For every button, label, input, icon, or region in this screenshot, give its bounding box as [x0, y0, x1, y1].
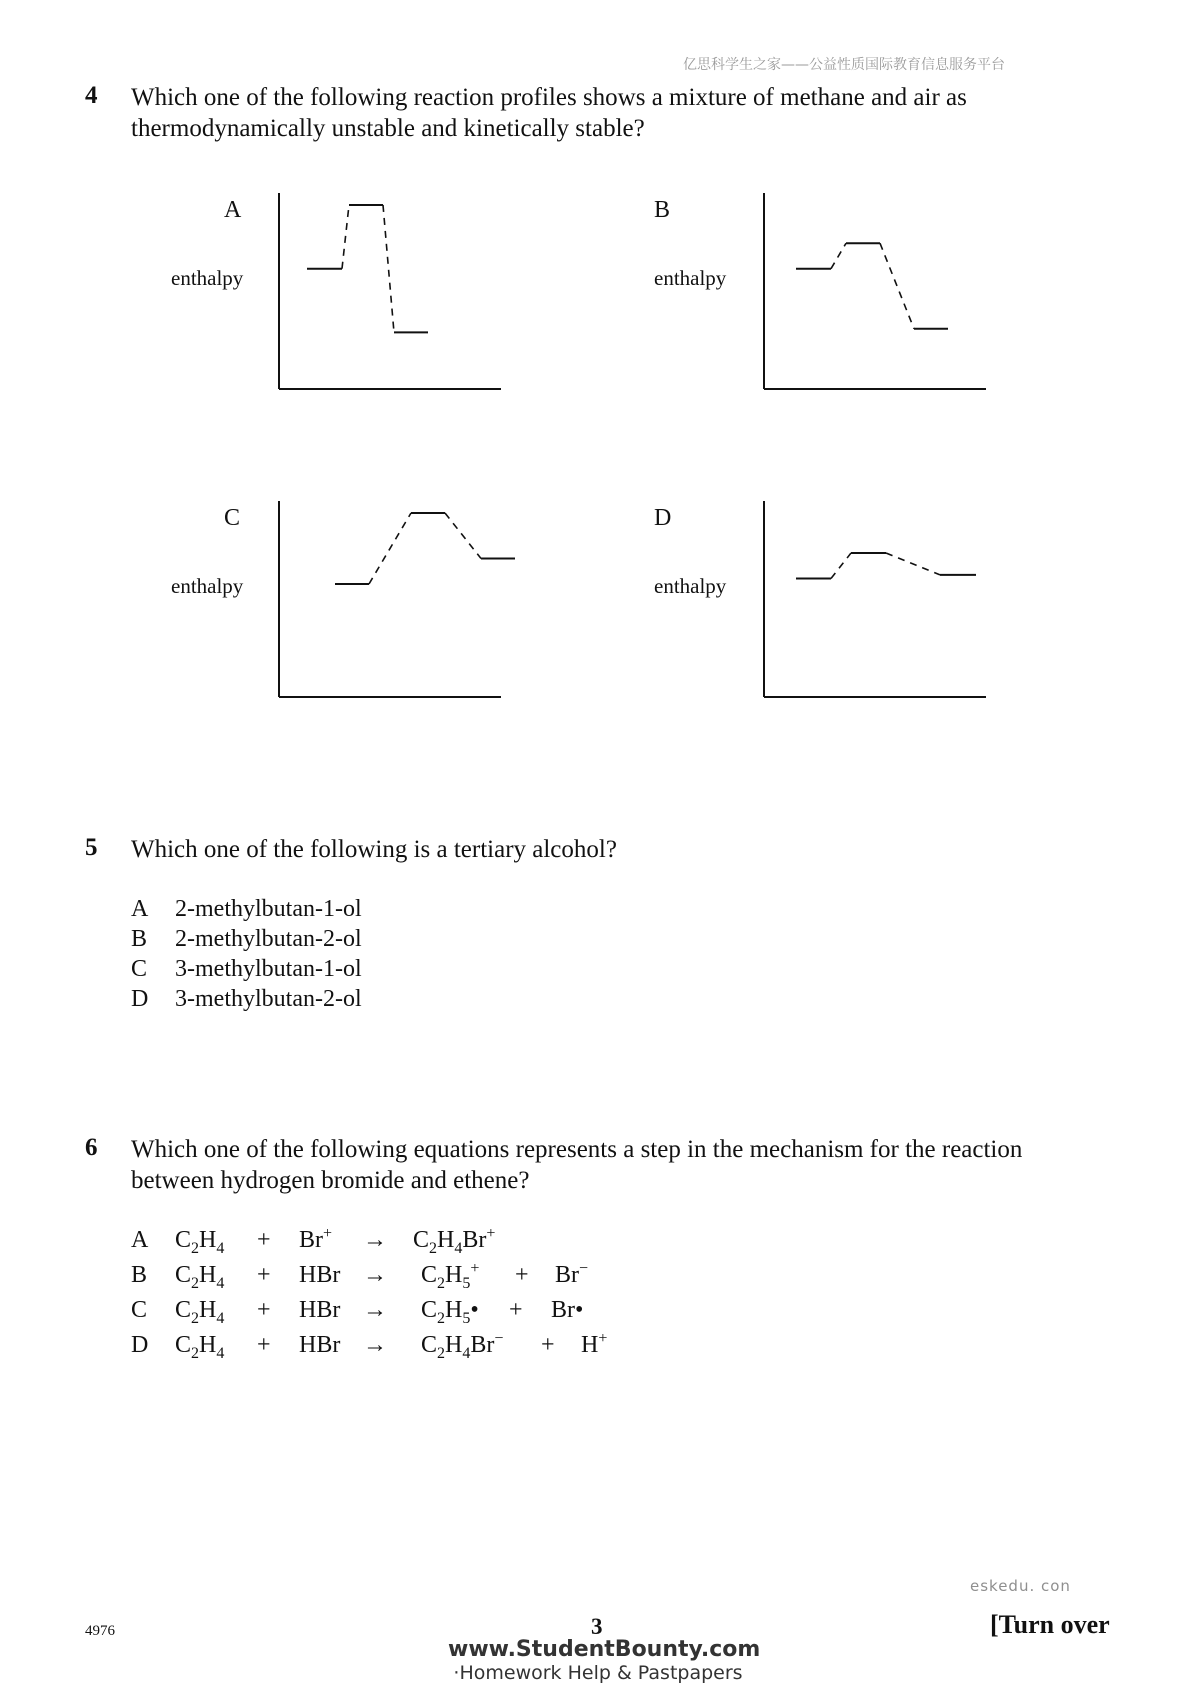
q6-option-a-plus1: + — [257, 1227, 271, 1253]
question-6-text: Which one of the following equations represents a step in the mechanism for the reaction between hydrogen bromide and ethene? — [131, 1136, 1023, 1194]
q6-option-d-product2: H+ — [581, 1330, 608, 1358]
activation-path — [831, 553, 851, 578]
q6-option-a-reactant2: Br+ — [299, 1225, 333, 1253]
q6-option-a-reactant1: $C_2H_4$ — [175, 1227, 225, 1257]
q6-option-a-product1: $C_2H_4Br^+$ — [413, 1225, 496, 1257]
chart-b-ylabel: enthalpy — [654, 266, 727, 290]
q5-option-c-letter: C — [131, 956, 148, 982]
product-path — [383, 205, 394, 332]
q6-option-c-product1: $C_2H_5•$ — [421, 1297, 479, 1327]
question-5-text: Which one of the following is a tertiary alcohol? — [131, 836, 617, 863]
chart-a-plot — [279, 205, 524, 410]
q5-option-a-text: 2-methylbutan-1-ol — [175, 896, 362, 922]
q6-option-b-reactant1: $C_2H_4$ — [175, 1262, 225, 1292]
activation-path — [342, 205, 349, 269]
chart-c-plot — [279, 513, 524, 718]
q6-option-c-arrow: → — [363, 1297, 387, 1323]
q6-option-d-plus1: + — [257, 1332, 271, 1358]
q5-option-c-text: 3-methylbutan-1-ol — [175, 956, 362, 982]
q6-option-c — [131, 1297, 831, 1327]
question-5-number: 5 — [85, 834, 98, 861]
chart-a-letter: A — [224, 197, 242, 223]
q6-option-d-plus2: + — [541, 1332, 555, 1358]
studentbounty-logo — [448, 1637, 761, 1684]
q6-option-d — [131, 1332, 831, 1362]
q6-option-c-reactant2: HBr — [299, 1297, 341, 1323]
q6-option-d-arrow: → — [363, 1332, 387, 1358]
chart-b-plot — [764, 205, 1009, 410]
eskedu-watermark: eskedu. con — [970, 1577, 1071, 1595]
studentbounty-tagline: ·Homework Help & Pastpapers — [453, 1662, 743, 1684]
q6-option-b-arrow: → — [363, 1262, 387, 1288]
paper-code: 4976 — [85, 1623, 115, 1639]
q5-option-b-text: 2-methylbutan-2-ol — [175, 926, 362, 952]
product-path — [886, 553, 940, 575]
q6-option-a-letter: A — [131, 1227, 149, 1253]
question-4-text: Which one of the following reaction profiles shows a mixture of methane and air as thermodynamically unstable and kinetically stable? — [131, 84, 967, 142]
question-4-number: 4 — [85, 82, 98, 109]
q6-option-d-reactant1: $C_2H_4$ — [175, 1332, 225, 1362]
question-6-number: 6 — [85, 1134, 98, 1161]
header-watermark: 亿思科学生之家——公益性质国际教育信息服务平台 — [683, 57, 1005, 73]
page-number: 3 — [591, 1614, 603, 1639]
q6-option-b — [131, 1262, 831, 1292]
product-path — [880, 243, 914, 329]
q5-option-d-letter: D — [131, 986, 149, 1012]
chart-a-ylabel: enthalpy — [171, 266, 244, 290]
q6-option-c-plus2: + — [509, 1297, 523, 1323]
q5-option-a-letter: A — [131, 896, 149, 922]
q6-option-b-letter: B — [131, 1262, 148, 1288]
q6-option-d-product1: $C_2H_4Br^-$ — [421, 1330, 504, 1362]
q6-option-b-plus1: + — [257, 1262, 271, 1288]
q6-option-d-letter: D — [131, 1332, 149, 1358]
chart-c-letter: C — [224, 505, 241, 531]
q5-option-d-text: 3-methylbutan-2-ol — [175, 986, 362, 1012]
q6-option-a — [131, 1227, 831, 1257]
q5-option-b-letter: B — [131, 926, 148, 952]
q6-option-c-reactant1: $C_2H_4$ — [175, 1297, 225, 1327]
q6-option-d-reactant2: HBr — [299, 1332, 341, 1358]
studentbounty-url: www.StudentBounty.com — [448, 1637, 761, 1662]
product-path — [445, 513, 481, 559]
activation-path — [369, 513, 411, 584]
q6-option-b-reactant2: HBr — [299, 1262, 341, 1288]
chart-d-letter: D — [654, 505, 672, 531]
q6-option-a-arrow: → — [363, 1227, 387, 1253]
q6-option-c-plus1: + — [257, 1297, 271, 1323]
q6-option-c-product2: Br• — [551, 1297, 584, 1323]
turn-over-label: [Turn over — [990, 1610, 1110, 1639]
chart-d-ylabel: enthalpy — [654, 574, 727, 598]
q6-option-b-product2: Br− — [555, 1260, 589, 1288]
q6-option-b-plus2: + — [515, 1262, 529, 1288]
chart-b-letter: B — [654, 197, 671, 223]
q6-option-c-letter: C — [131, 1297, 148, 1323]
chart-c-ylabel: enthalpy — [171, 574, 244, 598]
q6-option-b-product1: $C_2H_5^+$ — [421, 1260, 480, 1292]
chart-d-plot — [764, 513, 1009, 718]
activation-path — [831, 243, 846, 268]
